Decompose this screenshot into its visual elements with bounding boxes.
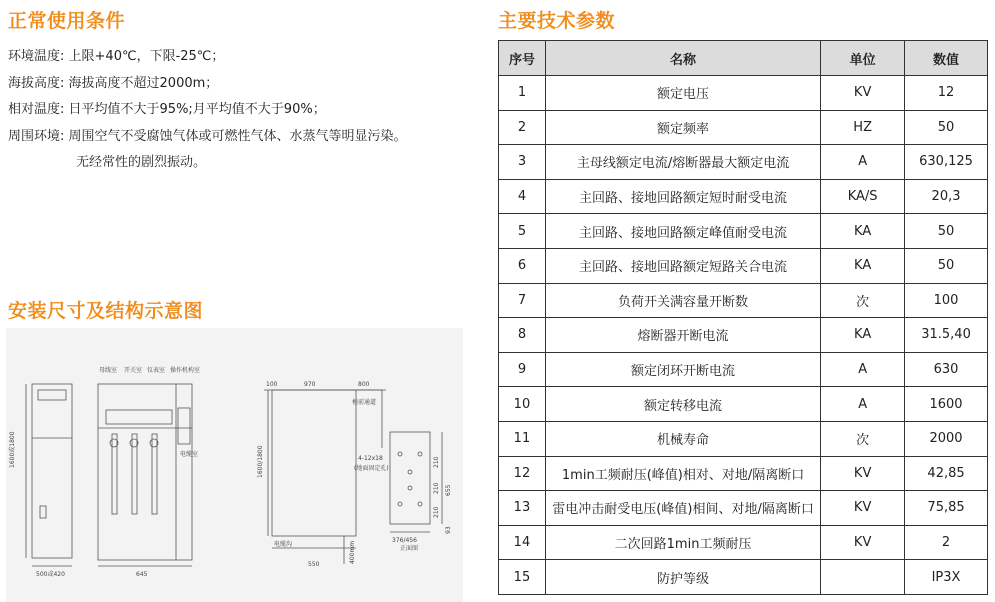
cell-name: 主母线额定电流/熔断器最大额定电流 <box>545 145 820 180</box>
cell-value: 2000 <box>905 421 988 456</box>
label-645: 645 <box>136 571 148 578</box>
installation-title: 安装尺寸及结构示意图 <box>8 300 204 322</box>
header-value: 数值 <box>905 41 988 76</box>
cell-value: IP3X <box>905 560 988 595</box>
cell-value: 75,85 <box>905 491 988 526</box>
specs-title: 主要技术参数 <box>498 10 616 32</box>
conditions-title: 正常使用条件 <box>8 10 126 32</box>
cell-index: 12 <box>499 456 546 491</box>
label-800: 800 <box>358 381 370 388</box>
specs-table <box>498 40 988 595</box>
condition-value: 周围空气不受腐蚀气体或可燃性气体、水蒸气等明显污染。 <box>68 128 407 144</box>
label-height-left: 1600或1800 <box>9 431 16 468</box>
cell-value: 50 <box>905 248 988 283</box>
label-h1600: 1600/1800 <box>257 445 264 478</box>
condition-label: 环境温度: <box>8 49 65 64</box>
cell-value: 1600 <box>905 387 988 422</box>
cell-index: 6 <box>499 248 546 283</box>
cell-value: 2 <box>905 525 988 560</box>
label-210a: 210 <box>433 456 440 468</box>
cell-index: 1 <box>499 76 546 111</box>
cell-value: 42,85 <box>905 456 988 491</box>
condition-altitude <box>8 71 407 98</box>
label-fixing-bolt: 4-12x18 <box>358 455 383 462</box>
cell-value: 31.5,40 <box>905 318 988 353</box>
cell-name: 负荷开关满容量开断数 <box>545 283 820 318</box>
table-row <box>499 214 988 249</box>
specs-header-row <box>499 41 988 76</box>
label-front-aisle: 柜前通道 <box>352 399 377 406</box>
header-index: 序号 <box>499 41 546 76</box>
condition-temperature <box>8 44 407 71</box>
cell-unit: KA/S <box>821 179 905 214</box>
label-550: 550 <box>308 561 320 568</box>
cell-unit: KA <box>821 318 905 353</box>
floor-plan-outline <box>390 432 430 524</box>
condition-environment <box>8 124 407 151</box>
condition-label: 周围环境: <box>8 128 65 144</box>
cell-unit <box>821 560 905 595</box>
cell-value: 12 <box>905 76 988 111</box>
label-cable-trench: 电缆沟 <box>274 541 293 548</box>
table-row <box>499 110 988 145</box>
cell-name: 防护等级 <box>545 560 820 595</box>
cell-index: 8 <box>499 318 546 353</box>
header-unit: 单位 <box>821 41 905 76</box>
condition-value: 上限+40℃，下限-25℃； <box>68 49 225 64</box>
table-row <box>499 283 988 318</box>
cell-index: 5 <box>499 214 546 249</box>
cell-index: 13 <box>499 491 546 526</box>
cell-index: 4 <box>499 179 546 214</box>
label-100: 100 <box>266 381 278 388</box>
cell-name: 二次回路1min工频耐压 <box>545 525 820 560</box>
section-view-outline <box>272 390 356 536</box>
label-400: 400mm <box>349 540 356 564</box>
cell-unit: 次 <box>821 283 905 318</box>
cell-unit: KV <box>821 456 905 491</box>
cell-unit: KV <box>821 525 905 560</box>
table-row <box>499 318 988 353</box>
cell-index: 7 <box>499 283 546 318</box>
cell-unit: KA <box>821 214 905 249</box>
cell-value: 50 <box>905 214 988 249</box>
cell-name: 雷电冲击耐受电压(峰值)相间、对地/隔离断口 <box>545 491 820 526</box>
label-376: 376/456 <box>392 537 417 544</box>
table-row <box>499 560 988 595</box>
cell-name: 1min工频耐压(峰值)相对、对地/隔离断口 <box>545 456 820 491</box>
cell-value: 630 <box>905 352 988 387</box>
cell-name: 主回路、接地回路额定峰值耐受电流 <box>545 214 820 249</box>
installation-diagram <box>6 328 463 602</box>
cell-unit: A <box>821 387 905 422</box>
cell-unit: A <box>821 352 905 387</box>
label-switch: 开关室 <box>124 367 143 374</box>
cell-index: 2 <box>499 110 546 145</box>
label-655: 655 <box>445 484 452 496</box>
specs-body <box>499 76 988 595</box>
label-instrument: 仪表室 <box>147 367 166 374</box>
conditions-list <box>8 44 407 177</box>
label-210c: 210 <box>433 506 440 518</box>
table-row <box>499 145 988 180</box>
label-fixing-note: (地面固定孔) <box>354 465 389 472</box>
condition-value: 日平均值不大于95%;月平均值不大于90%； <box>68 102 326 117</box>
label-busbar: 母线室 <box>99 367 118 374</box>
cell-value: 50 <box>905 110 988 145</box>
table-row <box>499 387 988 422</box>
cell-value: 100 <box>905 283 988 318</box>
cell-name: 额定电压 <box>545 76 820 111</box>
label-93: 93 <box>445 526 452 534</box>
label-front: 正面图 <box>400 545 419 552</box>
cell-index: 10 <box>499 387 546 422</box>
condition-humidity <box>8 97 407 124</box>
side-view-outline <box>32 384 72 558</box>
table-row <box>499 248 988 283</box>
label-mechanism: 操作机构室 <box>170 367 201 374</box>
table-row <box>499 76 988 111</box>
cell-unit: 次 <box>821 421 905 456</box>
cell-name: 熔断器开断电流 <box>545 318 820 353</box>
cell-name: 主回路、接地回路额定短路关合电流 <box>545 248 820 283</box>
label-cable: 电缆室 <box>180 451 199 458</box>
cell-index: 11 <box>499 421 546 456</box>
table-row <box>499 179 988 214</box>
condition-continuation: 无经常性的剧烈振动。 <box>76 155 207 170</box>
installation-drawing <box>6 328 463 602</box>
label-970: 970 <box>304 381 316 388</box>
condition-value: 海拔高度不超过2000m； <box>68 75 219 91</box>
table-row <box>499 352 988 387</box>
cell-unit: KV <box>821 491 905 526</box>
header-name: 名称 <box>545 41 820 76</box>
cell-name: 额定转移电流 <box>545 387 820 422</box>
cell-index: 14 <box>499 525 546 560</box>
cell-name: 主回路、接地回路额定短时耐受电流 <box>545 179 820 214</box>
table-row <box>499 456 988 491</box>
cell-index: 15 <box>499 560 546 595</box>
label-width-left: 500或420 <box>36 571 65 578</box>
condition-label: 相对温度: <box>8 102 65 117</box>
cell-name: 额定频率 <box>545 110 820 145</box>
cell-unit: KV <box>821 76 905 111</box>
cell-unit: HZ <box>821 110 905 145</box>
table-row <box>499 491 988 526</box>
cell-name: 机械寿命 <box>545 421 820 456</box>
cell-value: 20,3 <box>905 179 988 214</box>
table-row <box>499 421 988 456</box>
cell-name: 额定闭环开断电流 <box>545 352 820 387</box>
cell-index: 9 <box>499 352 546 387</box>
cell-value: 630,125 <box>905 145 988 180</box>
cell-unit: A <box>821 145 905 180</box>
table-row <box>499 525 988 560</box>
cell-index: 3 <box>499 145 546 180</box>
condition-label: 海拔高度: <box>8 75 65 91</box>
label-210b: 210 <box>433 482 440 494</box>
cell-unit: KA <box>821 248 905 283</box>
